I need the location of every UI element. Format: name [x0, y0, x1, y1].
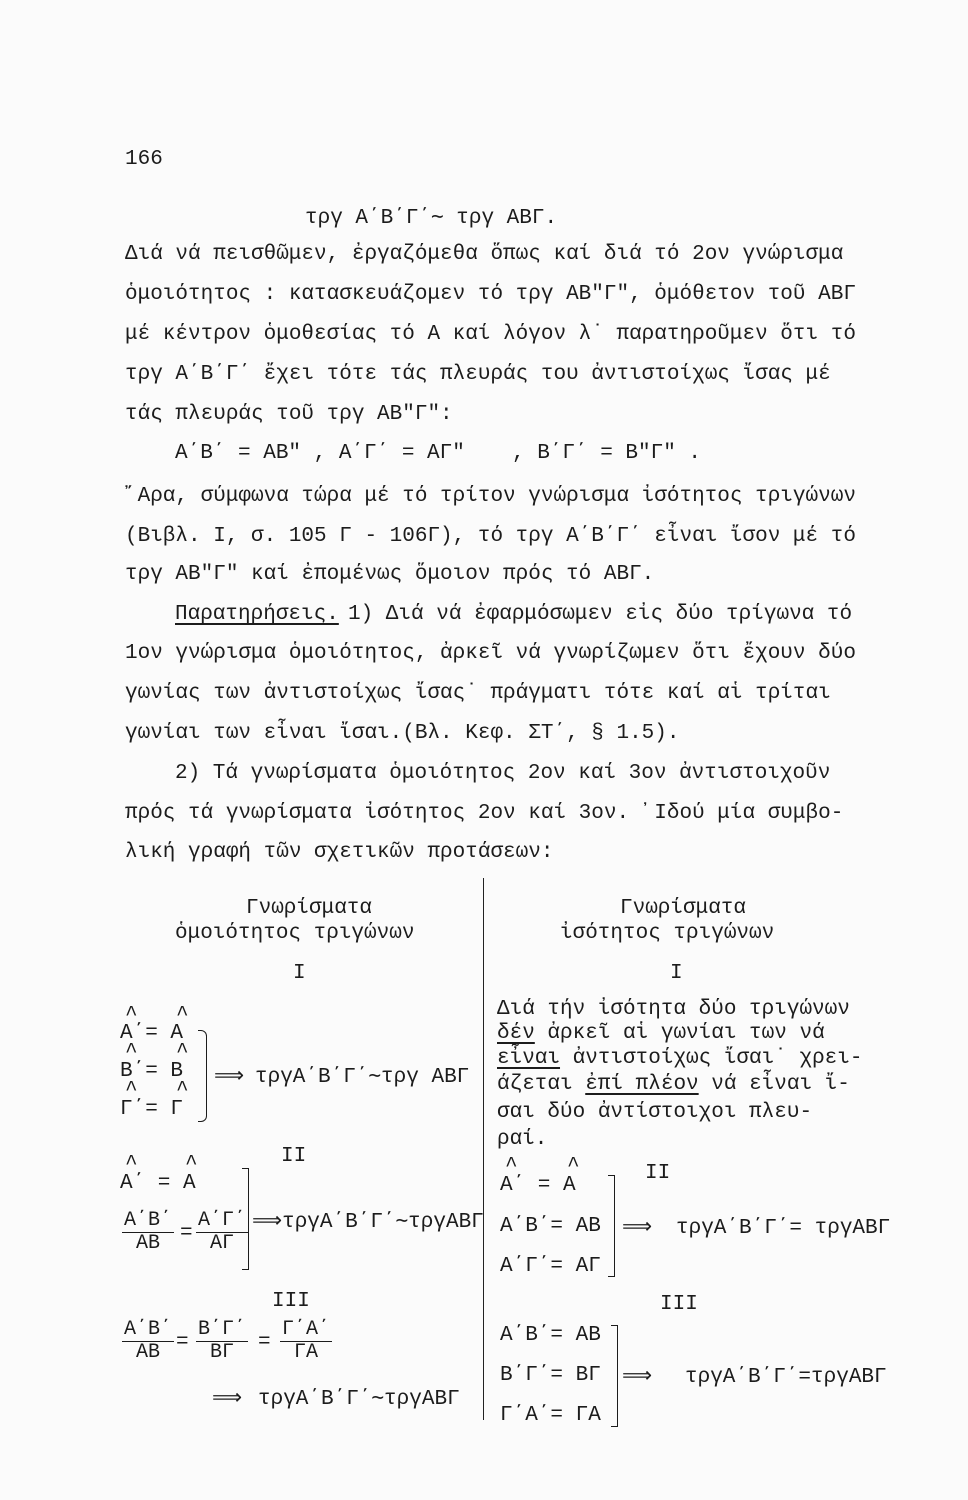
paragraph-line: τργ Α΄Β΄Γ΄ ἔχει τότε τάς πλευράς του ἀντιστοίχως ἴσας μέ: [125, 363, 831, 386]
right-case1-line: ραί.: [497, 1128, 548, 1151]
remark1-line: γωνίας των ἀντιστοίχως ἴσας˙ πράγματι τότε καί αἱ τρίται: [125, 682, 831, 705]
remark2-line: πρός τά γνωρίσματα ἰσότητος 2ον καί 3ον. ᾽Ιδού μία συμβο-: [125, 802, 844, 825]
fraction-numerator: Α΄Β΄: [124, 1209, 173, 1232]
implies-arrow: ⟹: [622, 1217, 653, 1240]
left-case3-label: III: [272, 1290, 310, 1313]
right-case1-label: I: [670, 962, 683, 985]
fraction-denominator: ΑΒ: [136, 1341, 161, 1364]
right-case1-line: Διά τήν ἰσότητα δύο τριγώνων: [497, 998, 850, 1021]
line-text: ἀρκεῖ αἱ γωνίαι των νά: [547, 1022, 825, 1045]
fraction-numerator: Γ΄Α΄: [282, 1318, 331, 1341]
line-text: νά εἶναι ἴ-: [711, 1073, 850, 1096]
paragraph-line: ὁμοιότητος : κατασκευάζομεν τό τργ ΑΒ″Γ″, ὁμόθετον τοῦ ΑΒΓ: [125, 283, 856, 306]
left-case3-fraction-3: [280, 1319, 332, 1364]
implies-arrow: ⟹: [214, 1066, 245, 1089]
left-heading: Γνωρίσματα: [246, 897, 373, 920]
equality-left: Α΄Β΄ = ΑΒ″ , Α΄Γ΄ = ΑΓ″: [175, 442, 465, 465]
right-case2-condition: Α΄Β΄= ΑΒ: [500, 1215, 601, 1238]
paragraph-line: μέ κέντρον ὁμοθεσίας τό Α καί λόγον λ˙ παρατηροῦμεν ὅτι τό: [125, 323, 856, 346]
right-case1-line: [497, 1073, 850, 1097]
fraction-numerator: Α΄Β΄: [124, 1318, 173, 1341]
underlined-word: ἐπί πλέον: [585, 1073, 699, 1096]
brace: [198, 1030, 207, 1122]
hat-mark: ^: [125, 1004, 138, 1027]
hat-mark: ^: [176, 1041, 189, 1064]
equals-sign: =: [258, 1331, 271, 1354]
left-case2-conclusion: ⟹τργΑ΄Β΄Γ΄∼τργΑΒΓ: [252, 1211, 484, 1234]
brace: [611, 1325, 618, 1427]
fraction-denominator: ΑΓ: [210, 1232, 235, 1255]
line-text: ἀντιστοίχως ἴσαι˙ χρει-: [572, 1047, 863, 1070]
left-case2-angle: Α΄ = Α: [120, 1172, 196, 1195]
underlined-word: δέν: [497, 1022, 535, 1045]
left-case3-fraction-2: [196, 1319, 248, 1364]
left-case3-fraction-1: [122, 1319, 174, 1364]
paragraph-line: ῎Αρα, σύμφωνα τώρα μέ τό τρίτον γνώρισμα ἰσότητος τριγώνων: [125, 485, 856, 508]
remark1-line: 1) Διά νά ἐφαρμόσωμεν εἰς δύο τρίγωνα τό: [348, 603, 853, 626]
underlined-word: εἶναι: [497, 1047, 561, 1070]
page-number: 166: [125, 148, 163, 171]
left-case1-label: I: [293, 962, 306, 985]
right-case2-conclusion: τργΑ΄Β΄Γ΄= τργΑΒΓ: [676, 1217, 891, 1240]
remark2-line: 2) Τά γνωρίσματα ὁμοιότητος 2ον καί 3ον ἀντιστοιχοῦν: [175, 762, 831, 785]
left-case1-condition: Γ΄= Γ: [120, 1098, 184, 1121]
equals-sign: =: [180, 1222, 193, 1245]
hat-mark: ^: [505, 1155, 518, 1178]
implies-arrow: ⟹: [212, 1388, 243, 1411]
right-case3-condition: Β΄Γ΄= ΒΓ: [500, 1364, 601, 1387]
hat-mark: ^: [176, 1079, 189, 1102]
remark1-line: γωνίαι των εἶναι ἴσαι.(Βλ. Κεφ. ΣΤ΄, § 1.5).: [125, 722, 680, 745]
implies-arrow: ⟹: [622, 1366, 653, 1389]
hat-mark: ^: [185, 1153, 198, 1176]
left-case2-label: II: [281, 1145, 307, 1168]
equals-sign: =: [176, 1331, 189, 1354]
left-case3-conclusion: τργΑ΄Β΄Γ΄∼τργΑΒΓ: [258, 1388, 460, 1411]
right-case2-condition: Α΄Γ΄= ΑΓ: [500, 1255, 601, 1278]
paragraph-line: τάς πλευράς τοῦ τργ ΑΒ″Γ″:: [125, 403, 453, 426]
right-case2-label: II: [645, 1162, 671, 1185]
fraction-denominator: ΓΑ: [294, 1341, 319, 1364]
fraction-numerator: Α΄Γ΄: [198, 1209, 247, 1232]
left-case2-fraction-2: [196, 1210, 248, 1255]
fraction-denominator: ΑΒ: [136, 1232, 161, 1255]
right-case3-condition: Α΄Β΄= ΑΒ: [500, 1324, 601, 1347]
paragraph-line: τργ ΑΒ″Γ″ καί ἐπομένως ὅμοιον πρός τό ΑΒΓ.: [125, 563, 655, 586]
right-heading: Γνωρίσματα: [620, 897, 747, 920]
left-heading: ὁμοιότητος τριγώνων: [175, 922, 415, 945]
right-case2-condition: Α΄ = Α: [500, 1174, 576, 1197]
hat-mark: ^: [567, 1155, 580, 1178]
right-case1-line: σαι δύο ἀντίστοιχοι πλευ-: [497, 1101, 813, 1124]
right-case3-conclusion: τργΑ΄Β΄Γ΄=τργΑΒΓ: [685, 1366, 887, 1389]
left-case1-conclusion: τργΑ΄Β΄Γ΄∼τργ ΑΒΓ: [255, 1066, 470, 1089]
fraction-denominator: ΒΓ: [210, 1341, 235, 1364]
brace: [608, 1175, 615, 1277]
right-case3-label: III: [660, 1293, 698, 1316]
hat-mark: ^: [125, 1153, 138, 1176]
hat-mark: ^: [176, 1004, 189, 1027]
right-heading: ἰσότητος τριγώνων: [560, 922, 775, 945]
paragraph-line: Διά νά πεισθῶμεν, ἐργαζόμεθα ὅπως καί διά τό 2ον γνώρισμα: [125, 243, 844, 266]
right-case1-line: [497, 1047, 862, 1071]
paragraph-line: (Βιβλ. Ι, σ. 105 Γ - 106Γ), τό τργ Α΄Β΄Γ΄ εἶναι ἴσον μέ τό: [125, 525, 856, 548]
left-case1-condition: Β΄= Β: [120, 1060, 184, 1083]
equality-right: , Β΄Γ΄ = Β″Γ″ .: [512, 442, 702, 465]
remark2-line: λική γραφή τῶν σχετικῶν προτάσεων:: [125, 841, 554, 864]
hat-mark: ^: [125, 1041, 138, 1064]
remark1-line: 1ον γνώρισμα ὁμοιότητος, ἀρκεῖ νά γνωρίζωμεν ὅτι ἔχουν δύο: [125, 642, 856, 665]
hat-mark: ^: [125, 1079, 138, 1102]
fraction-numerator: Β΄Γ΄: [198, 1318, 247, 1341]
column-divider: [483, 878, 484, 1420]
left-case1-condition: Α΄= Α: [120, 1022, 184, 1045]
remarks-heading: Παρατηρήσεις.: [175, 603, 339, 626]
brace: [242, 1168, 249, 1270]
line-text: άζεται: [497, 1073, 573, 1096]
right-case3-condition: Γ΄Α΄= ΓΑ: [500, 1404, 601, 1427]
left-case2-fraction-1: [122, 1210, 174, 1255]
right-case1-line: [497, 1022, 825, 1046]
intro-line: τργ Α΄Β΄Γ΄∼ τργ ΑΒΓ.: [305, 207, 558, 230]
